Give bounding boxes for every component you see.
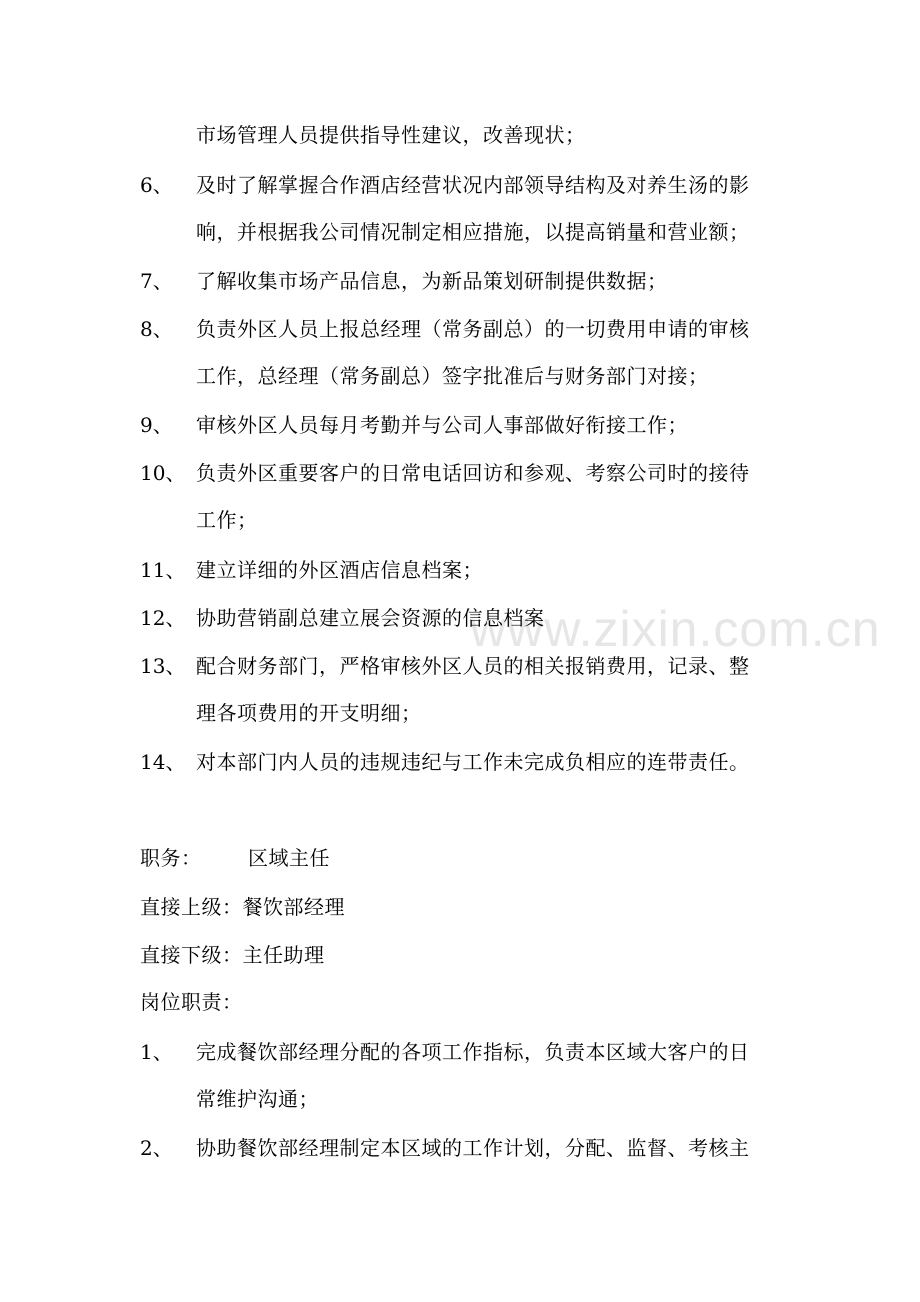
direct-superior: 直接上级：餐饮部经理 [140, 895, 345, 919]
list-item-number: 14、 [140, 750, 186, 774]
list-item-text: 响，并根据我公司情况制定相应措施，以提高销量和营业额； [196, 220, 750, 244]
position-value: 区域主任 [248, 846, 330, 870]
list-item-text: 审核外区人员每月考勤并与公司人事部做好衔接工作； [196, 413, 688, 437]
list-item-text: 负责外区重要客户的日常电话回访和参观、考察公司时的接待 [196, 461, 750, 485]
list-item-text: 完成餐饮部经理分配的各项工作指标，负责本区域大客户的日 [196, 1040, 750, 1064]
list-item-text: 协助营销副总建立展会资源的信息档案 [196, 606, 545, 630]
duties-heading: 岗位职责： [140, 990, 243, 1014]
list-item-number: 11、 [140, 558, 186, 582]
list-item-text: 工作； [196, 508, 258, 532]
list-item-number: 10、 [140, 461, 186, 485]
list-item-text: 理各项费用的开支明细； [196, 701, 422, 725]
list-item-number: 7、 [140, 269, 173, 293]
list-item-number: 6、 [140, 173, 173, 197]
list-item-text: 建立详细的外区酒店信息档案； [196, 558, 483, 582]
position-label: 职务： [140, 846, 202, 870]
watermark: www.zixin.com.cn [470, 601, 881, 657]
list-item-text: 及时了解掌握合作酒店经营状况内部领导结构及对养生汤的影 [196, 173, 750, 197]
list-item-text: 协助餐饮部经理制定本区域的工作计划，分配、监督、考核主 [196, 1136, 750, 1160]
list-item-number: 8、 [140, 317, 173, 341]
list-item-number: 13、 [140, 654, 186, 678]
list-item-text: 对本部门内人员的违规违纪与工作未完成负相应的连带责任。 [196, 750, 750, 774]
list-item-number: 9、 [140, 413, 173, 437]
direct-subordinate: 直接下级：主任助理 [140, 943, 325, 967]
list-item-text: 配合财务部门，严格审核外区人员的相关报销费用，记录、整 [196, 654, 750, 678]
list-item-number: 2、 [140, 1136, 173, 1160]
list-item-number: 12、 [140, 606, 186, 630]
list-item-text: 了解收集市场产品信息，为新品策划研制提供数据； [196, 269, 668, 293]
list-item-text: 常维护沟通； [196, 1087, 319, 1111]
list-item-text: 工作，总经理（常务副总）签字批准后与财务部门对接； [196, 364, 709, 388]
list-item-text: 负责外区人员上报总经理（常务副总）的一切费用申请的审核 [196, 317, 750, 341]
list-item-number: 1、 [140, 1040, 173, 1064]
list-item-continuation: 市场管理人员提供指导性建议，改善现状； [196, 123, 586, 147]
